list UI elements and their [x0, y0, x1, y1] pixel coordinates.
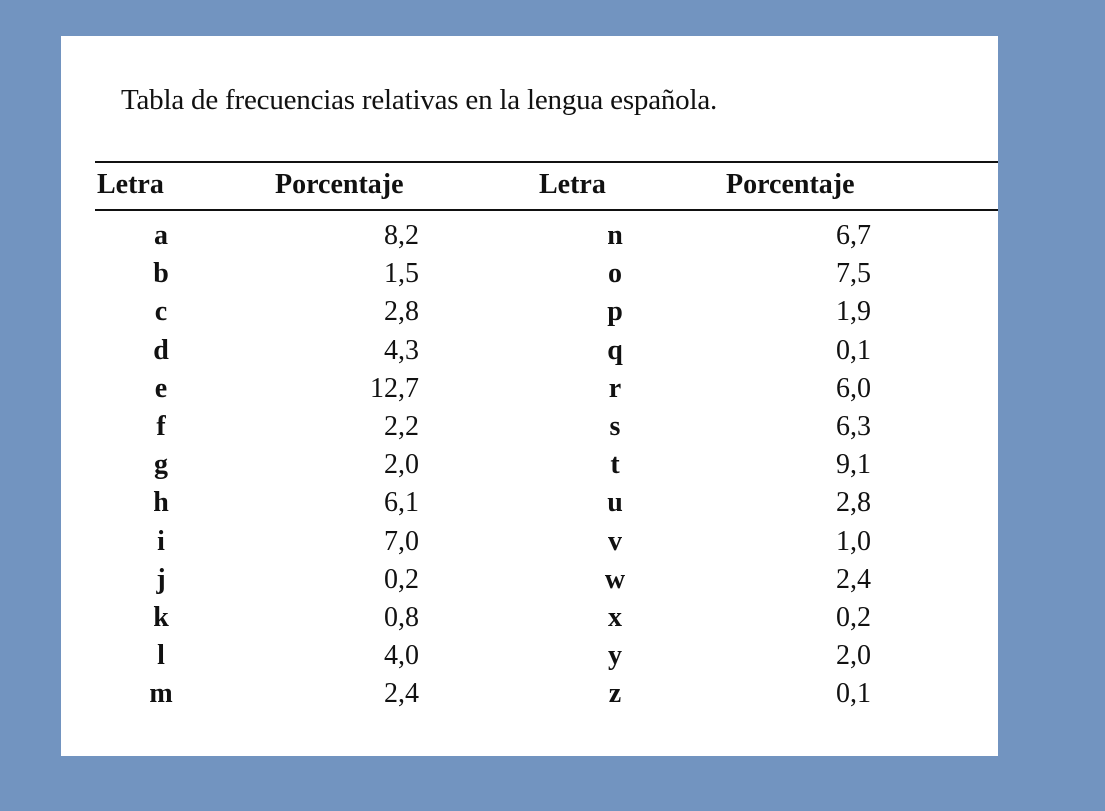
table-cell-percent: 7,0 — [384, 525, 419, 557]
left-letter-column — [131, 217, 191, 713]
table-cell-letter: d — [153, 334, 169, 366]
table-cell-letter: j — [156, 563, 166, 595]
header-percent-1: Porcentaje — [275, 169, 404, 200]
document-page — [61, 36, 998, 756]
table-cell-percent: 0,2 — [836, 601, 871, 633]
header-letter-1: Letra — [97, 169, 164, 200]
table-cell-letter: o — [608, 258, 622, 290]
table-cell-letter: q — [607, 334, 623, 366]
table-cell-letter: t — [610, 449, 620, 481]
table-cell-percent: 9,1 — [836, 449, 871, 481]
header-letter-2: Letra — [539, 169, 606, 200]
table-top-rule — [95, 161, 998, 163]
table-cell-percent: 2,8 — [836, 487, 871, 519]
table-cell-letter: y — [608, 640, 622, 672]
table-cell-percent: 1,0 — [836, 525, 871, 557]
table-cell-letter: f — [156, 410, 166, 442]
header-percent-2: Porcentaje — [726, 169, 855, 200]
table-cell-letter: s — [609, 410, 621, 442]
table-cell-percent: 0,1 — [836, 334, 871, 366]
table-cell-percent: 2,8 — [384, 296, 419, 328]
table-cell-percent: 4,0 — [384, 640, 419, 672]
table-cell-percent: 4,3 — [384, 334, 419, 366]
table-cell-letter: a — [154, 220, 168, 251]
table-cell-percent: 0,1 — [836, 678, 871, 710]
table-cell-letter: r — [608, 372, 622, 404]
table-cell-letter: v — [608, 525, 622, 557]
table-cell-percent: 12,7 — [370, 372, 419, 404]
page-title: Tabla de frecuencias relativas en la lengua española. — [121, 84, 718, 116]
table-cell-letter: g — [154, 449, 168, 481]
table-cell-percent: 0,2 — [384, 563, 419, 595]
table-cell-letter: p — [607, 296, 623, 328]
right-letter-column — [585, 217, 645, 713]
table-cell-letter: z — [608, 678, 622, 710]
table-cell-percent: 1,9 — [836, 296, 871, 328]
table-cell-letter: u — [607, 487, 623, 519]
table-cell-letter: i — [157, 525, 165, 557]
table-cell-letter: w — [604, 563, 626, 595]
table-cell-letter: l — [157, 640, 165, 672]
table-cell-percent: 2,4 — [836, 563, 871, 595]
left-percent-column — [331, 217, 419, 713]
table-cell-letter: h — [153, 487, 169, 519]
table-cell-percent: 6,0 — [836, 372, 871, 404]
table-cell-letter: b — [153, 258, 169, 290]
table-cell-percent: 8,2 — [384, 220, 419, 251]
table-cell-letter: m — [149, 678, 173, 710]
table-cell-percent: 1,5 — [384, 258, 419, 290]
table-cell-percent: 0,8 — [384, 601, 419, 633]
table-cell-letter: k — [153, 601, 169, 633]
table-cell-percent: 2,2 — [384, 410, 419, 442]
table-cell-percent: 2,4 — [384, 678, 419, 710]
right-percent-column — [781, 217, 871, 713]
table-cell-percent: 7,5 — [836, 258, 871, 290]
table-cell-letter: n — [607, 220, 623, 251]
table-cell-percent: 6,1 — [384, 487, 419, 519]
table-cell-letter: c — [154, 296, 168, 328]
table-cell-percent: 6,7 — [836, 220, 871, 251]
table-header-rule — [95, 209, 998, 211]
table-cell-percent: 2,0 — [836, 640, 871, 672]
table-cell-letter: e — [154, 372, 168, 404]
table-cell-percent: 6,3 — [836, 410, 871, 442]
table-cell-percent: 2,0 — [384, 449, 419, 481]
table-cell-letter: x — [608, 601, 622, 633]
